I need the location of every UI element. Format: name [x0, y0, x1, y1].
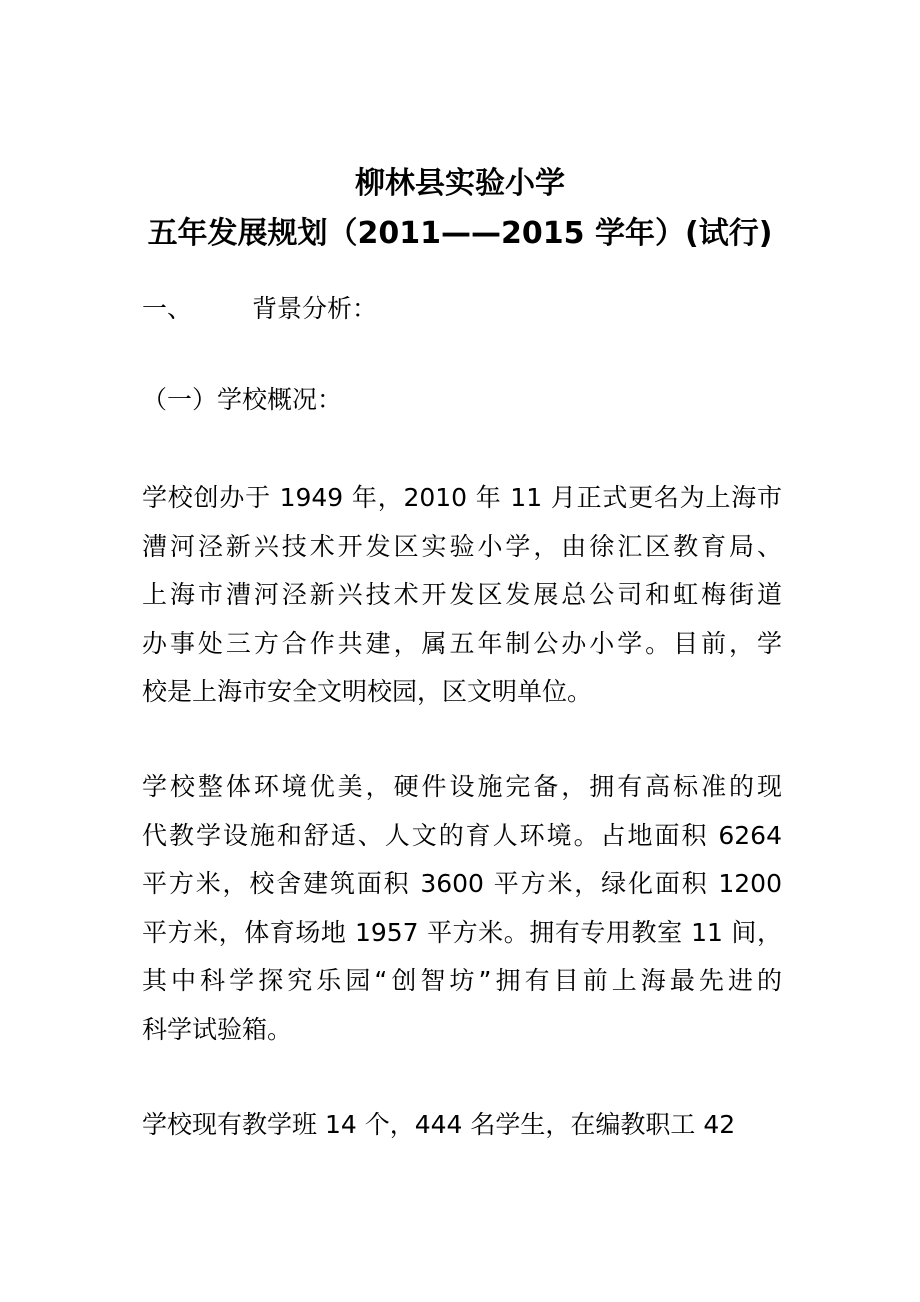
- paragraph-line: 平方米，校舍建筑面积 3600 平方米，绿化面积 1200: [142, 869, 782, 899]
- paragraph-school-facilities: [142, 763, 782, 1055]
- paragraph-line: 学校创办于 1949 年，2010 年 11 月正式更名为上海市: [142, 483, 782, 512]
- paragraph-line: 学校整体环境优美，硬件设施完备，拥有高标准的现: [142, 772, 782, 801]
- paragraph-line: 科学试验箱。: [142, 1014, 293, 1044]
- document-title: 柳林县实验小学: [355, 166, 565, 201]
- section-number: 一、: [142, 294, 193, 323]
- section-heading-text: 背景分析：: [252, 294, 378, 323]
- paragraph-line: 上海市漕河泾新兴技术开发区发展总公司和虹梅街道: [142, 580, 782, 610]
- paragraph-school-staff: [142, 1101, 782, 1150]
- document-subtitle: 五年发展规划（2011——2015 学年）(试行): [147, 216, 773, 251]
- paragraph-school-history: [142, 474, 782, 717]
- subsection-heading: （一）学校概况：: [142, 385, 343, 414]
- paragraph-line: 平方米，体育场地 1957 平方米。拥有专用教室 11 间，: [142, 917, 782, 947]
- paragraph-line: 学校现有教学班 14 个，444 名学生，在编教职工 42: [142, 1110, 736, 1139]
- paragraph-line: 校是上海市安全文明校园，区文明单位。: [142, 677, 593, 707]
- paragraph-line: 办事处三方合作共建，属五年制公办小学。目前，学: [142, 628, 782, 658]
- paragraph-line: 代教学设施和舒适、人文的育人环境。占地面积 6264: [142, 820, 782, 850]
- section-heading: [142, 292, 377, 326]
- paragraph-line: 其中科学探究乐园“创智坊”拥有目前上海最先进的: [142, 966, 782, 996]
- paragraph-line: 漕河泾新兴技术开发区实验小学，由徐汇区教育局、: [142, 531, 782, 561]
